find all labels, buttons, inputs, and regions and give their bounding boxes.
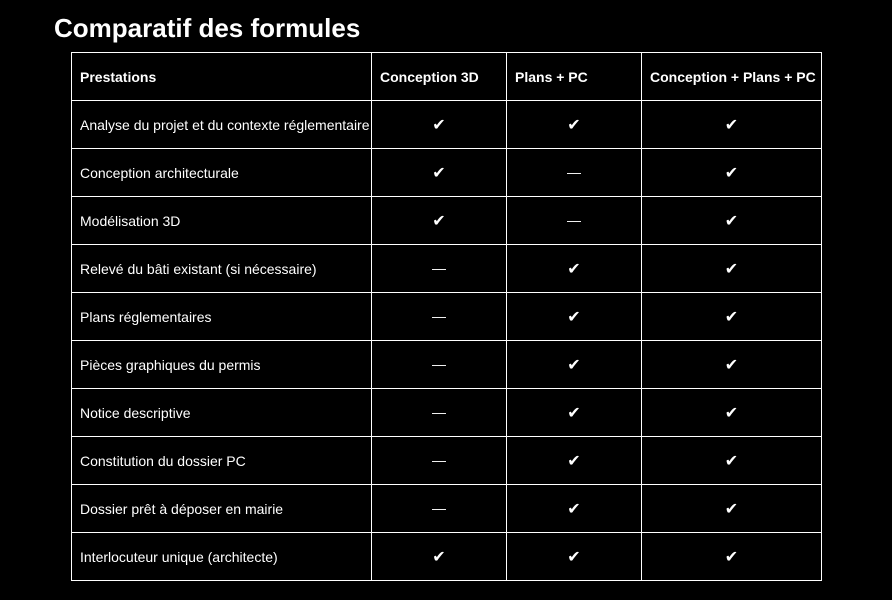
dash-icon <box>372 245 507 293</box>
check-mark: ✔ <box>724 164 739 182</box>
check-mark: ✔ <box>724 260 739 278</box>
table-row <box>72 341 822 389</box>
check-mark: ✔ <box>567 356 581 374</box>
dash-mark: — <box>432 499 446 516</box>
table-header-row <box>72 53 822 101</box>
check-icon <box>642 533 822 581</box>
table-row <box>72 197 822 245</box>
check-icon <box>507 533 642 581</box>
check-mark: ✔ <box>724 500 739 518</box>
check-mark: ✔ <box>724 212 739 230</box>
row-label: Pièces graphiques du permis <box>72 341 372 389</box>
dash-mark: — <box>432 451 446 468</box>
column-header-conception-plans-pc: Conception + Plans + PC <box>642 53 822 101</box>
dash-mark: — <box>432 259 446 276</box>
check-mark: ✔ <box>567 404 581 422</box>
check-icon <box>372 533 507 581</box>
check-icon <box>642 341 822 389</box>
check-mark: ✔ <box>432 548 446 566</box>
check-icon <box>642 197 822 245</box>
comparison-table-container <box>71 52 821 580</box>
check-icon <box>642 101 822 149</box>
table-row <box>72 245 822 293</box>
row-label: Notice descriptive <box>72 389 372 437</box>
dash-icon <box>372 437 507 485</box>
check-mark: ✔ <box>567 452 581 470</box>
check-icon <box>642 437 822 485</box>
check-mark: ✔ <box>567 308 581 326</box>
check-icon <box>507 293 642 341</box>
table-row <box>72 149 822 197</box>
check-icon <box>507 101 642 149</box>
dash-mark: — <box>567 211 581 228</box>
dash-icon <box>507 197 642 245</box>
column-header-conception-3d: Conception 3D <box>372 53 507 101</box>
dash-mark: — <box>432 307 446 324</box>
comparison-table <box>71 52 822 581</box>
check-mark: ✔ <box>432 116 446 134</box>
row-label: Analyse du projet et du contexte réglementaire <box>72 101 372 149</box>
check-mark: ✔ <box>567 116 581 134</box>
dash-icon <box>507 149 642 197</box>
table-row <box>72 389 822 437</box>
table-body <box>72 101 822 581</box>
table-row <box>72 533 822 581</box>
check-icon <box>642 485 822 533</box>
check-icon <box>372 149 507 197</box>
column-header-prestations: Prestations <box>72 53 372 101</box>
check-mark: ✔ <box>567 548 581 566</box>
table-row <box>72 485 822 533</box>
table-row <box>72 437 822 485</box>
check-icon <box>642 389 822 437</box>
row-label: Relevé du bâti existant (si nécessaire) <box>72 245 372 293</box>
dash-icon <box>372 485 507 533</box>
check-mark: ✔ <box>724 452 739 470</box>
check-icon <box>372 101 507 149</box>
page-title: Comparatif des formules <box>54 13 361 43</box>
check-mark: ✔ <box>432 164 446 182</box>
row-label: Dossier prêt à déposer en mairie <box>72 485 372 533</box>
check-icon <box>507 341 642 389</box>
table-row <box>72 101 822 149</box>
check-icon <box>507 245 642 293</box>
table-row <box>72 293 822 341</box>
row-label: Interlocuteur unique (architecte) <box>72 533 372 581</box>
row-label: Modélisation 3D <box>72 197 372 245</box>
check-icon <box>507 389 642 437</box>
dash-icon <box>372 341 507 389</box>
check-icon <box>372 197 507 245</box>
row-label: Conception architecturale <box>72 149 372 197</box>
check-icon <box>642 293 822 341</box>
check-mark: ✔ <box>432 212 446 230</box>
check-mark: ✔ <box>724 116 739 134</box>
check-mark: ✔ <box>724 404 739 422</box>
dash-mark: — <box>567 163 581 180</box>
check-icon <box>642 149 822 197</box>
check-icon <box>507 437 642 485</box>
dash-icon <box>372 293 507 341</box>
check-icon <box>642 245 822 293</box>
check-mark: ✔ <box>724 548 739 566</box>
row-label: Plans réglementaires <box>72 293 372 341</box>
check-mark: ✔ <box>567 500 581 518</box>
check-mark: ✔ <box>567 260 581 278</box>
dash-icon <box>372 389 507 437</box>
check-mark: ✔ <box>724 356 739 374</box>
dash-mark: — <box>432 403 446 420</box>
check-mark: ✔ <box>724 308 739 326</box>
check-icon <box>507 485 642 533</box>
column-header-plans-pc: Plans + PC <box>507 53 642 101</box>
dash-mark: — <box>432 355 446 372</box>
row-label: Constitution du dossier PC <box>72 437 372 485</box>
